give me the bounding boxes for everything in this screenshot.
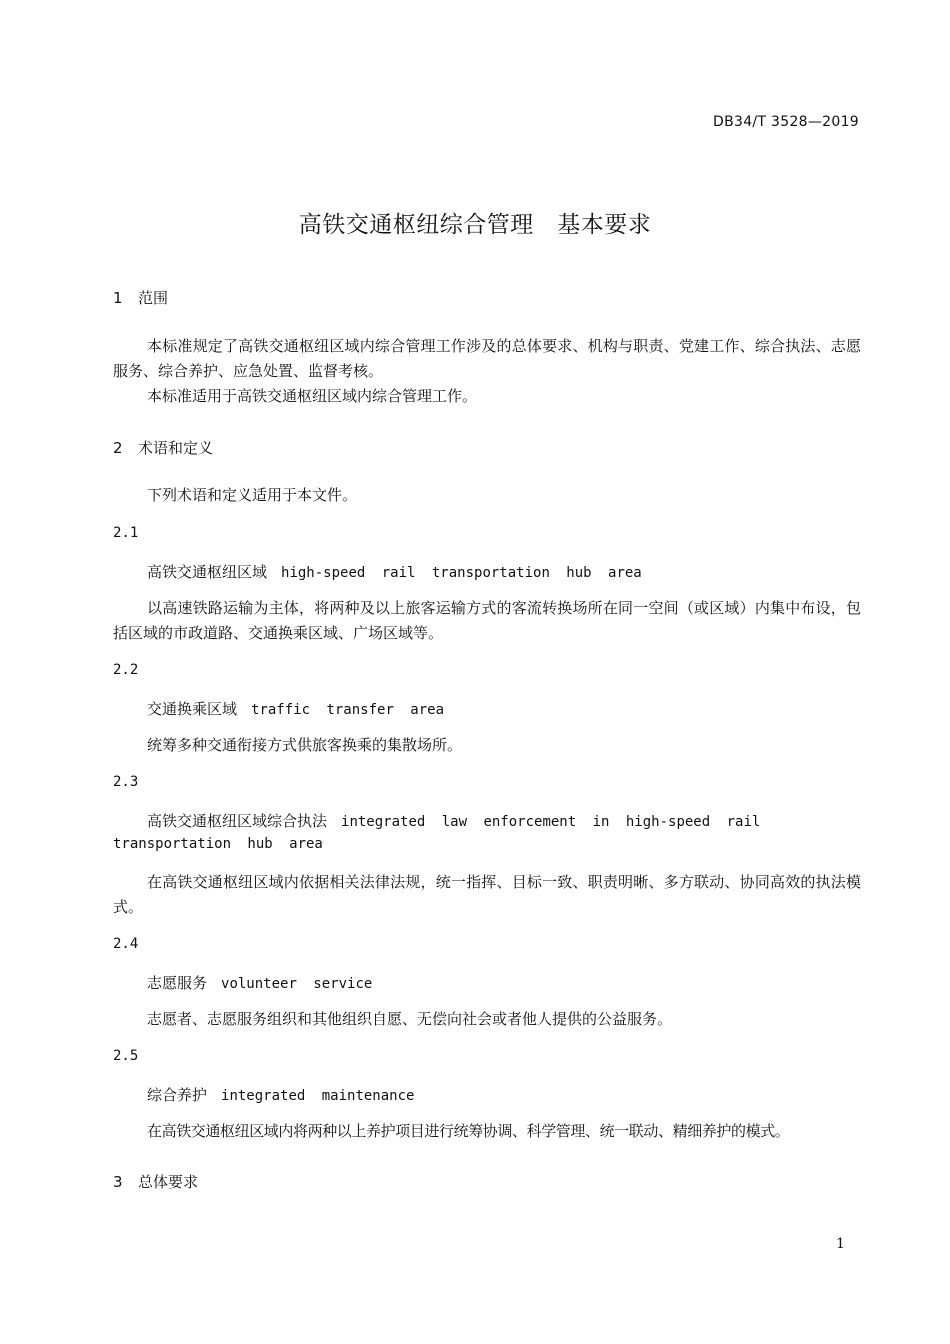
term-en: integrated law enforcement in high-speed rail [341,814,761,830]
term-number: 2.5 [113,1048,139,1064]
section-number: 1 [113,289,123,307]
term-zh: 志愿服务 [147,974,208,992]
page-number: 1 [836,1236,845,1252]
term-number: 2.3 [113,774,139,790]
document-code: DB34/T 3528—2019 [713,114,859,130]
term-title [147,561,642,582]
section-title: 范围 [138,289,169,307]
section-heading-scope [113,287,168,308]
term-en-continuation: transportation hub area [113,836,323,852]
term-en: integrated maintenance [221,1088,415,1104]
term-zh: 高铁交通枢纽区域 [147,563,268,581]
term-number: 2.2 [113,662,139,678]
term-definition: 统筹多种交通衔接方式供旅客换乘的集散场所。 [147,736,463,754]
term-zh: 高铁交通枢纽区域综合执法 [147,812,328,830]
term-number: 2.1 [113,525,139,541]
term-title [147,698,444,719]
paragraph: 本标准适用于高铁交通枢纽区域内综合管理工作。 [147,387,478,405]
term-title [147,1084,414,1105]
section-title: 总体要求 [138,1173,199,1191]
term-definition: 志愿者、志愿服务组织和其他组织自愿、无偿向社会或者他人提供的公益服务。 [147,1010,673,1028]
paragraph: 下列术语和定义适用于本文件。 [147,486,358,504]
term-number: 2.4 [113,936,139,952]
term-en: high-speed rail transportation hub area [281,565,642,581]
term-zh: 交通换乘区域 [147,700,238,718]
term-en: traffic transfer area [251,702,445,718]
term-title [147,972,372,993]
term-zh: 综合养护 [147,1086,208,1104]
term-title [147,810,760,831]
section-title: 术语和定义 [138,439,214,457]
section-number: 3 [113,1173,123,1191]
section-heading-general [113,1171,198,1192]
term-definition: 以高速铁路运输为主体，将两种及以上旅客运输方式的客流转换场所在同一空间（或区域）内集中布设，包括区域的市政道路、交通换乘区域、广场区域等。 [113,599,861,642]
section-number: 2 [113,439,123,457]
section-heading-terms [113,437,213,458]
document-title: 高铁交通枢纽综合管理 基本要求 [298,212,652,238]
paragraph: 本标准规定了高铁交通枢纽区域内综合管理工作涉及的总体要求、机构与职责、党建工作、综合执法、志愿服务、综合养护、应急处置、监督考核。 [113,337,861,380]
term-definition: 在高铁交通枢纽区域内将两种以上养护项目进行统筹协调、科学管理、统一联动、精细养护的模式。 [147,1122,790,1140]
term-definition: 在高铁交通枢纽区域内依据相关法律法规，统一指挥、目标一致、职责明晰、多方联动、协同高效的执法模式。 [113,873,861,916]
term-en: volunteer service [221,976,373,992]
